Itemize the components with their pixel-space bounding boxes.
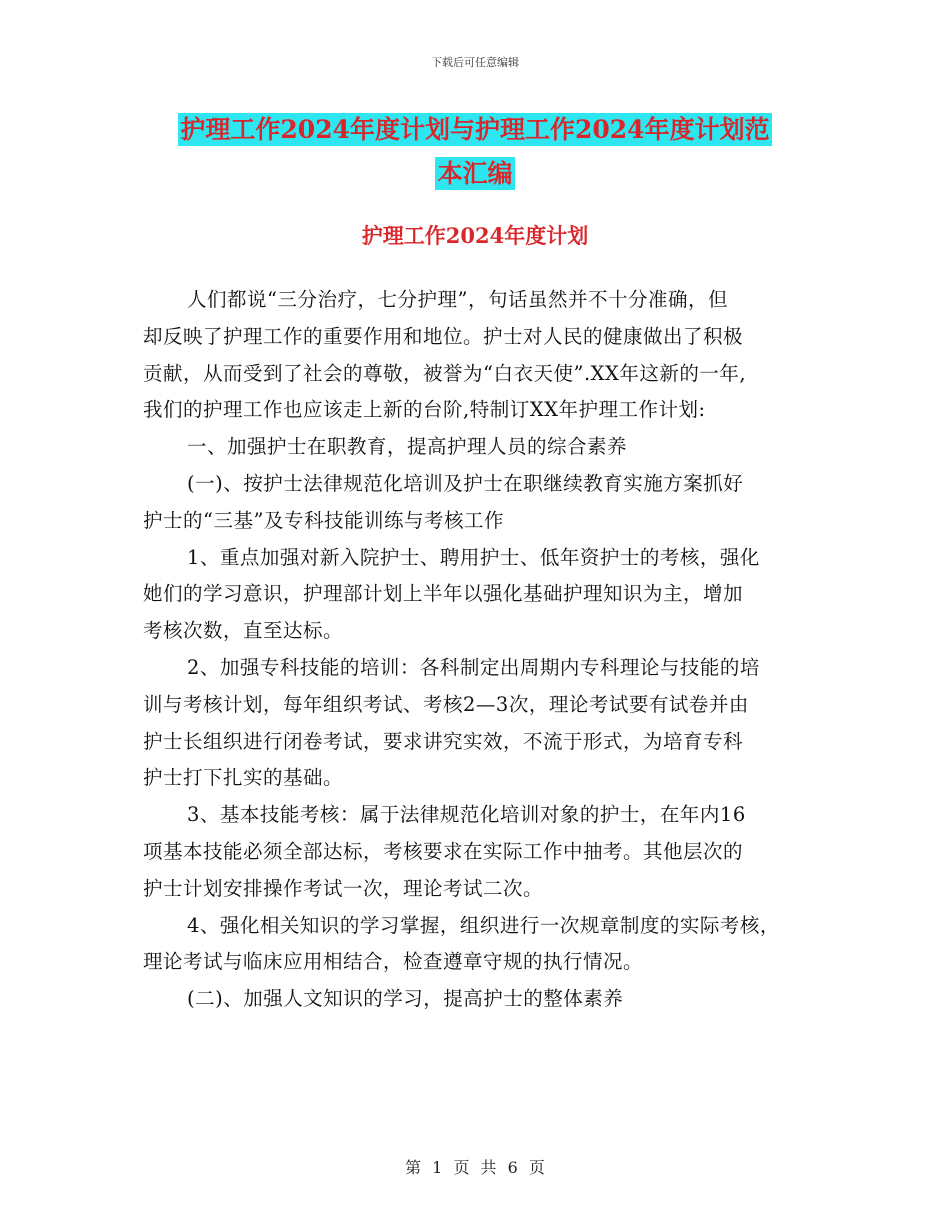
heading-line: 一、加强护士在职教育，提高护理人员的综合素养 [187,435,628,459]
paragraph-line: 却反映了护理工作的重要作用和地位。护士对人民的健康做出了积极 [143,324,744,348]
paragraph-line: 1、重点加强对新入院护士、聘用护士、低年资护士的考核，强化 [187,545,760,569]
paragraph-line: 训与考核计划，每年组织考试、考核2—3次，理论考试要有试卷并由 [143,692,749,716]
paragraph-line: 我们的护理工作也应该走上新的台阶,特制订XX年护理工作计划: [143,398,706,422]
paragraph-line: 2、加强专科技能的培训：各科制定出周期内专科理论与技能的培 [187,655,760,679]
section-title: 护理工作2024年度计划 [361,223,589,248]
paragraph-line: 她们的学习意识，护理部计划上半年以强化基础护理知识为主，增加 [143,582,744,606]
body-text [143,282,813,1018]
paragraph-line: 护士打下扎实的基础。 [143,766,344,790]
paragraph-line: 4、强化相关知识的学习掌握，组织进行一次规章制度的实际考核， [187,913,780,937]
paragraph-line: 项基本技能必须全部达标，考核要求在实际工作中抽考。其他层次的 [143,839,744,863]
paragraph-line: 护士计划安排操作考试一次，理论考试二次。 [143,876,544,900]
paragraph-line: 贡献，从而受到了社会的尊敬，被誉为“白衣天使”.XX年这新的一年, [143,361,747,385]
paragraph-line: 护士长组织进行闭卷考试，要求讲究实效，不流于形式，为培育专科 [143,729,744,753]
subheading-line: (一)、按护士法律规范化培训及护士在职继续教育实施方案抓好 [187,471,744,495]
subheading-line: 护士的“三基”及专科技能训练与考核工作 [143,508,504,532]
paragraph-line: 考核次数，直至达标。 [143,619,344,643]
header-note: 下载后可任意编辑 [431,56,519,69]
document-title-line-2 [0,152,950,196]
page-footer: 第 1 页 共 6 页 [405,1158,545,1177]
paragraph-line: 理论考试与临床应用相结合，检查遵章守规的执行情况。 [143,950,644,974]
document-title-line-1 [0,108,950,152]
subheading-line: (二)、加强人文知识的学习，提高护士的整体素养 [187,987,624,1011]
paragraph-line: 人们都说“三分治疗，七分护理”，句话虽然并不十分准确，但 [187,288,728,311]
title-highlight-2: 本汇编 [437,159,513,188]
title-highlight-1: 护理工作2024年度计划与护理工作2024年度计划范 [180,115,770,144]
paragraph-line: 3、基本技能考核：属于法律规范化培训对象的护士，在年内16 [187,803,746,827]
